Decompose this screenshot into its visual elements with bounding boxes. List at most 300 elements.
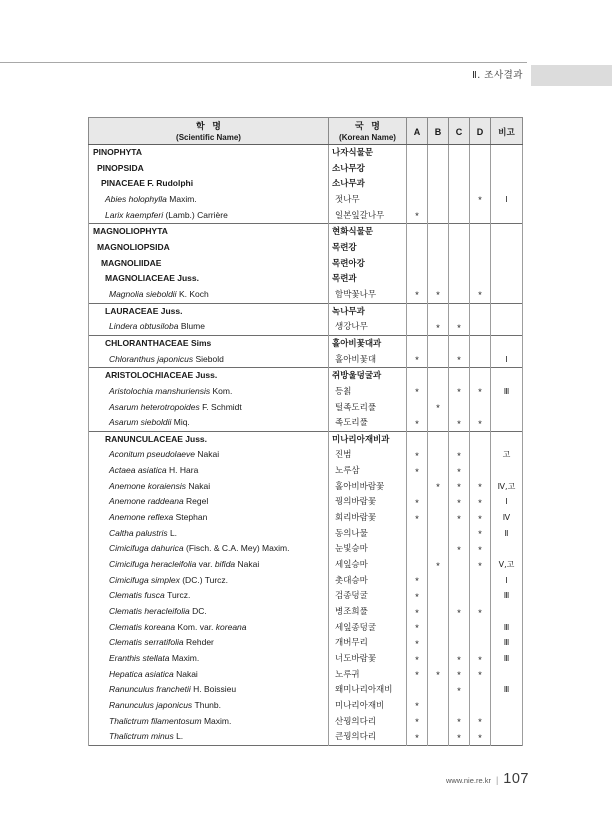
site-mark-cell-d [470, 431, 491, 447]
site-mark-cell-b [428, 192, 449, 208]
site-mark-cell-c [449, 256, 470, 272]
korean-name-cell: 족도리풀 [329, 415, 407, 431]
table-row [89, 192, 523, 208]
site-mark-cell-a [407, 208, 428, 224]
scientific-name-cell: Caltha palustris L. [89, 526, 329, 542]
site-mark-cell-d [470, 714, 491, 730]
presence-asterisk: * [436, 482, 440, 494]
korean-name-cell: 진범 [329, 447, 407, 463]
korean-name-cell: 녹나무과 [329, 303, 407, 319]
presence-asterisk: * [415, 638, 419, 650]
site-mark-cell-b [428, 557, 449, 573]
site-mark-cell-c [449, 541, 470, 557]
presence-asterisk: * [457, 670, 461, 682]
site-mark-cell-b [428, 494, 449, 510]
site-mark-cell-b [428, 352, 449, 368]
site-mark-cell-a [407, 224, 428, 240]
site-mark-cell-b [428, 368, 449, 384]
scientific-name-cell: Aristolochia manshuriensis Kom. [89, 384, 329, 400]
scientific-name-cell: MAGNOLIOPSIDA [89, 240, 329, 256]
site-mark-cell-b [428, 431, 449, 447]
site-mark-cell-b [428, 588, 449, 604]
korean-name-cell: 노루귀 [329, 667, 407, 683]
korean-name-cell: 홀아비꽃대 [329, 352, 407, 368]
site-mark-cell-b [428, 667, 449, 683]
site-mark-cell-a [407, 729, 428, 745]
remark-cell [491, 271, 523, 287]
site-mark-cell-a [407, 176, 428, 192]
remark-cell [491, 541, 523, 557]
remark-cell [491, 400, 523, 416]
site-mark-cell-a [407, 240, 428, 256]
site-mark-cell-b [428, 604, 449, 620]
korean-name-cell: 노루삼 [329, 463, 407, 479]
site-mark-cell-a [407, 682, 428, 698]
presence-asterisk: * [457, 654, 461, 666]
presence-asterisk: * [436, 403, 440, 414]
remark-cell [491, 240, 523, 256]
table-row [89, 620, 523, 636]
presence-asterisk: * [478, 544, 482, 556]
table-row [89, 384, 523, 400]
site-mark-cell-d [470, 400, 491, 416]
korean-name-cell: 왜미나리아재비 [329, 682, 407, 698]
site-mark-cell-b [428, 714, 449, 730]
table-row [89, 510, 523, 526]
presence-asterisk: * [478, 482, 482, 494]
site-mark-cell-b [428, 384, 449, 400]
presence-asterisk: * [478, 195, 482, 207]
site-mark-cell-a [407, 494, 428, 510]
site-mark-cell-a [407, 303, 428, 319]
remark-cell [491, 729, 523, 745]
footer-page-number: 107 [503, 771, 529, 787]
site-mark-cell-d [470, 145, 491, 161]
scientific-name-cell: Cimicifuga dahurica (Fisch. & C.A. Mey) Maxim. [89, 541, 329, 557]
site-mark-cell-d [470, 526, 491, 542]
remark-cell [491, 335, 523, 351]
site-mark-cell-a [407, 541, 428, 557]
site-mark-cell-a [407, 573, 428, 589]
column-header-site-c: C [449, 118, 470, 145]
remark-cell [491, 714, 523, 730]
site-mark-cell-c [449, 319, 470, 335]
site-mark-cell-b [428, 447, 449, 463]
remark-cell: Ⅴ,고 [491, 557, 523, 573]
korean-name-cell: 일본잎갈나무 [329, 208, 407, 224]
korean-name-header-kr: 국 명 [355, 121, 380, 131]
presence-asterisk: * [457, 685, 461, 697]
section-title: Ⅱ. 조사결과 [472, 70, 523, 81]
table-row [89, 176, 523, 192]
scientific-name-cell: Clematis fusca Turcz. [89, 588, 329, 604]
site-mark-cell-a [407, 415, 428, 431]
site-mark-cell-a [407, 256, 428, 272]
site-mark-cell-a [407, 463, 428, 479]
remark-cell: Ⅲ [491, 620, 523, 636]
table-row [89, 319, 523, 335]
presence-asterisk: * [457, 544, 461, 556]
site-mark-cell-c [449, 384, 470, 400]
table-row [89, 271, 523, 287]
table-row [89, 256, 523, 272]
site-mark-cell-d [470, 224, 491, 240]
taxa-table-body [89, 145, 523, 746]
page-footer [0, 770, 529, 788]
presence-asterisk: * [415, 211, 419, 223]
site-mark-cell-b [428, 698, 449, 714]
site-mark-cell-b [428, 256, 449, 272]
site-mark-cell-b [428, 682, 449, 698]
site-mark-cell-b [428, 510, 449, 526]
site-mark-cell-c [449, 573, 470, 589]
table-row [89, 335, 523, 351]
site-mark-cell-c [449, 651, 470, 667]
table-row [89, 352, 523, 368]
presence-asterisk: * [415, 576, 419, 588]
presence-asterisk: * [478, 670, 482, 682]
korean-name-cell: 함박꽃나무 [329, 287, 407, 303]
site-mark-cell-c [449, 271, 470, 287]
table-row [89, 573, 523, 589]
site-mark-cell-d [470, 161, 491, 177]
site-mark-cell-c [449, 494, 470, 510]
korean-name-cell: 큰꿩의다리 [329, 729, 407, 745]
table-row [89, 635, 523, 651]
scientific-name-cell: Cimicifuga heracleifolia var. bifida Nakai [89, 557, 329, 573]
scientific-name-cell: CHLORANTHACEAE Sims [89, 335, 329, 351]
scientific-name-cell: Eranthis stellata Maxim. [89, 651, 329, 667]
site-mark-cell-c [449, 698, 470, 714]
remark-cell [491, 208, 523, 224]
remark-cell: Ⅰ [491, 573, 523, 589]
site-mark-cell-d [470, 240, 491, 256]
presence-asterisk: * [415, 513, 419, 525]
remark-cell [491, 319, 523, 335]
korean-name-cell: 회리바람꽃 [329, 510, 407, 526]
site-mark-cell-c [449, 161, 470, 177]
site-mark-cell-d [470, 541, 491, 557]
site-mark-cell-d [470, 447, 491, 463]
korean-name-cell: 눈빛승마 [329, 541, 407, 557]
site-mark-cell-b [428, 224, 449, 240]
remark-cell: Ⅱ [491, 526, 523, 542]
presence-asterisk: * [415, 418, 419, 430]
korean-name-cell: 목련과 [329, 271, 407, 287]
presence-asterisk: * [415, 623, 419, 635]
table-row [89, 541, 523, 557]
site-mark-cell-c [449, 463, 470, 479]
site-mark-cell-d [470, 415, 491, 431]
site-mark-cell-b [428, 620, 449, 636]
table-row [89, 463, 523, 479]
site-mark-cell-a [407, 667, 428, 683]
site-mark-cell-a [407, 447, 428, 463]
footer-separator: | [495, 775, 499, 785]
scientific-name-cell: Hepatica asiatica Nakai [89, 667, 329, 683]
remark-cell [491, 303, 523, 319]
taxa-table [88, 117, 523, 746]
site-mark-cell-a [407, 192, 428, 208]
site-mark-cell-c [449, 447, 470, 463]
site-mark-cell-b [428, 161, 449, 177]
site-mark-cell-b [428, 271, 449, 287]
presence-asterisk: * [457, 387, 461, 399]
presence-asterisk: * [478, 717, 482, 729]
site-mark-cell-c [449, 588, 470, 604]
scientific-name-cell: Cimicifuga simplex (DC.) Turcz. [89, 573, 329, 589]
presence-asterisk: * [457, 607, 461, 619]
remark-cell [491, 161, 523, 177]
presence-asterisk: * [415, 717, 419, 729]
scientific-name-cell: Asarum sieboldii Miq. [89, 415, 329, 431]
korean-name-cell: 꿩의바람꽃 [329, 494, 407, 510]
site-mark-cell-b [428, 415, 449, 431]
presence-asterisk: * [478, 529, 482, 541]
site-mark-cell-b [428, 635, 449, 651]
scientific-name-cell: Aconitum pseudolaeve Nakai [89, 447, 329, 463]
remark-cell: Ⅲ [491, 651, 523, 667]
table-row [89, 714, 523, 730]
scientific-name-cell: Anemone raddeana Regel [89, 494, 329, 510]
korean-name-cell: 홀아비꽃대과 [329, 335, 407, 351]
scientific-name-cell: MAGNOLIIDAE [89, 256, 329, 272]
site-mark-cell-b [428, 463, 449, 479]
korean-name-cell: 너도바람꽃 [329, 651, 407, 667]
column-header-site-b: B [428, 118, 449, 145]
site-mark-cell-c [449, 335, 470, 351]
table-row [89, 208, 523, 224]
site-mark-cell-d [470, 303, 491, 319]
site-mark-cell-c [449, 667, 470, 683]
scientific-name-cell: MAGNOLIOPHYTA [89, 224, 329, 240]
site-mark-cell-d [470, 256, 491, 272]
site-mark-cell-c [449, 620, 470, 636]
site-mark-cell-d [470, 698, 491, 714]
presence-asterisk: * [415, 732, 419, 744]
table-row [89, 557, 523, 573]
site-mark-cell-b [428, 573, 449, 589]
site-mark-cell-a [407, 526, 428, 542]
korean-name-cell: 목련아강 [329, 256, 407, 272]
remark-cell [491, 368, 523, 384]
table-row [89, 240, 523, 256]
scientific-name-cell: Abies holophylla Maxim. [89, 192, 329, 208]
table-row [89, 651, 523, 667]
korean-name-cell: 촛대승마 [329, 573, 407, 589]
site-mark-cell-c [449, 526, 470, 542]
remark-cell: Ⅳ [491, 510, 523, 526]
site-mark-cell-b [428, 240, 449, 256]
site-mark-cell-a [407, 635, 428, 651]
presence-asterisk: * [457, 732, 461, 744]
site-mark-cell-a [407, 400, 428, 416]
footer-site-url: www.nie.re.kr [445, 776, 491, 785]
site-mark-cell-a [407, 479, 428, 495]
korean-name-cell: 병조희풀 [329, 604, 407, 620]
site-mark-cell-d [470, 368, 491, 384]
korean-name-cell: 생강나무 [329, 319, 407, 335]
table-row [89, 447, 523, 463]
site-mark-cell-d [470, 667, 491, 683]
site-mark-cell-c [449, 682, 470, 698]
table-row [89, 224, 523, 240]
site-mark-cell-b [428, 145, 449, 161]
section-tab [531, 65, 612, 86]
site-mark-cell-a [407, 287, 428, 303]
scientific-name-cell: LAURACEAE Juss. [89, 303, 329, 319]
site-mark-cell-d [470, 729, 491, 745]
site-mark-cell-a [407, 271, 428, 287]
scientific-name-cell: Clematis koreana Kom. var. koreana [89, 620, 329, 636]
header-rule [0, 62, 527, 63]
remark-cell [491, 463, 523, 479]
table-row [89, 400, 523, 416]
scientific-name-cell: Ranunculus japonicus Thunb. [89, 698, 329, 714]
presence-asterisk: * [415, 466, 419, 478]
site-mark-cell-c [449, 368, 470, 384]
scientific-name-cell: Thalictrum filamentosum Maxim. [89, 714, 329, 730]
presence-asterisk: * [457, 450, 461, 462]
scientific-name-cell: ARISTOLOCHIACEAE Juss. [89, 368, 329, 384]
presence-asterisk: * [415, 654, 419, 666]
presence-asterisk: * [457, 717, 461, 729]
column-header-site-d: D [470, 118, 491, 145]
table-row [89, 145, 523, 161]
remark-cell: Ⅲ [491, 588, 523, 604]
site-mark-cell-c [449, 352, 470, 368]
korean-name-cell: 미나리아재비과 [329, 431, 407, 447]
site-mark-cell-c [449, 431, 470, 447]
korean-name-cell: 털족도리풀 [329, 400, 407, 416]
remark-cell: 고 [491, 447, 523, 463]
site-mark-cell-b [428, 651, 449, 667]
remark-cell [491, 604, 523, 620]
site-mark-cell-b [428, 400, 449, 416]
site-mark-cell-a [407, 161, 428, 177]
presence-asterisk: * [457, 497, 461, 509]
site-mark-cell-b [428, 208, 449, 224]
presence-asterisk: * [457, 466, 461, 478]
site-mark-cell-d [470, 620, 491, 636]
korean-name-cell: 미나리아재비 [329, 698, 407, 714]
site-mark-cell-c [449, 192, 470, 208]
site-mark-cell-a [407, 698, 428, 714]
site-mark-cell-c [449, 176, 470, 192]
site-mark-cell-d [470, 192, 491, 208]
site-mark-cell-b [428, 526, 449, 542]
site-mark-cell-a [407, 335, 428, 351]
site-mark-cell-c [449, 208, 470, 224]
scientific-name-cell: Clematis heracleifolia DC. [89, 604, 329, 620]
table-row [89, 303, 523, 319]
table-row [89, 682, 523, 698]
site-mark-cell-b [428, 319, 449, 335]
korean-name-cell: 목련강 [329, 240, 407, 256]
remark-cell [491, 224, 523, 240]
site-mark-cell-d [470, 494, 491, 510]
presence-asterisk: * [478, 654, 482, 666]
korean-name-cell: 검종덩굴 [329, 588, 407, 604]
site-mark-cell-c [449, 479, 470, 495]
site-mark-cell-c [449, 714, 470, 730]
table-row [89, 287, 523, 303]
site-mark-cell-b [428, 303, 449, 319]
korean-name-cell: 홀아비바람꽃 [329, 479, 407, 495]
scientific-name-cell: Asarum heterotropoides F. Schmidt [89, 400, 329, 416]
site-mark-cell-c [449, 510, 470, 526]
site-mark-cell-d [470, 604, 491, 620]
table-row [89, 479, 523, 495]
korean-name-cell: 쥐방울덩굴과 [329, 368, 407, 384]
presence-asterisk: * [415, 450, 419, 462]
site-mark-cell-a [407, 714, 428, 730]
site-mark-cell-d [470, 510, 491, 526]
scientific-name-header-kr: 학 명 [196, 121, 221, 131]
scientific-name-cell: Chloranthus japonicus Siebold [89, 352, 329, 368]
korean-name-cell: 소나무과 [329, 176, 407, 192]
site-mark-cell-a [407, 651, 428, 667]
presence-asterisk: * [478, 732, 482, 744]
column-header-site-a: A [407, 118, 428, 145]
site-mark-cell-d [470, 557, 491, 573]
presence-asterisk: * [436, 670, 440, 682]
site-mark-cell-b [428, 176, 449, 192]
site-mark-cell-a [407, 368, 428, 384]
site-mark-cell-a [407, 557, 428, 573]
site-mark-cell-b [428, 287, 449, 303]
remark-cell [491, 287, 523, 303]
site-mark-cell-a [407, 510, 428, 526]
presence-asterisk: * [478, 513, 482, 525]
table-row [89, 729, 523, 745]
site-mark-cell-b [428, 541, 449, 557]
korean-name-header-en: (Korean Name) [339, 133, 396, 142]
korean-name-cell: 세잎승마 [329, 557, 407, 573]
remark-cell [491, 431, 523, 447]
presence-asterisk: * [415, 355, 419, 367]
korean-name-cell: 나자식물문 [329, 145, 407, 161]
presence-asterisk: * [457, 322, 461, 334]
table-row [89, 604, 523, 620]
column-header-remark: 비고 [491, 118, 523, 145]
table-row [89, 431, 523, 447]
presence-asterisk: * [415, 670, 419, 682]
site-mark-cell-c [449, 729, 470, 745]
presence-asterisk: * [457, 355, 461, 367]
korean-name-cell: 젓나무 [329, 192, 407, 208]
site-mark-cell-b [428, 335, 449, 351]
site-mark-cell-d [470, 335, 491, 351]
presence-asterisk: * [457, 513, 461, 525]
presence-asterisk: * [415, 387, 419, 399]
site-mark-cell-a [407, 352, 428, 368]
scientific-name-cell: Thalictrum minus L. [89, 729, 329, 745]
scientific-name-cell: Magnolia sieboldii K. Koch [89, 287, 329, 303]
table-row [89, 494, 523, 510]
remark-cell [491, 256, 523, 272]
site-mark-cell-a [407, 620, 428, 636]
presence-asterisk: * [436, 560, 440, 572]
presence-asterisk: * [478, 290, 482, 302]
remark-cell: Ⅰ [491, 192, 523, 208]
presence-asterisk: * [415, 607, 419, 619]
site-mark-cell-c [449, 224, 470, 240]
site-mark-cell-d [470, 352, 491, 368]
presence-asterisk: * [415, 290, 419, 302]
table-row [89, 368, 523, 384]
scientific-name-header-en: (Scientific Name) [176, 133, 241, 142]
